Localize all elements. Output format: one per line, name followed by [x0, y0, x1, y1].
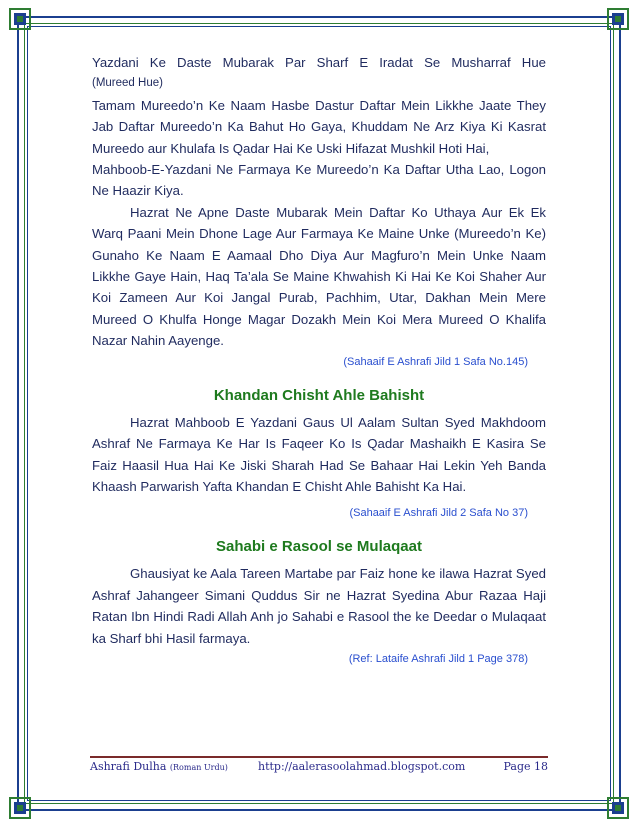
reference-3: (Ref: Lataife Ashrafi Jild 1 Page 378): [348, 652, 528, 665]
footer-url: http://aalerasoolahmad.blogspot.com: [258, 760, 466, 773]
paragraph-mureedon-ke-naam: Tamam Mureedo’n Ke Naam Hasbe Dastur Daftar Mein Likkhe Jaate They Jab Daftar Mureedo’n Ka Bahut Ho Gaya, Khuddam Ne Arz Kiya Ki Kasrat Mureedo aur Khulafa Is Qadar Hai Ke Uski Hifazat Mushkil Hoti Hai,: [92, 97, 546, 156]
footer-subtitle: (Roman Urdu): [169, 763, 228, 772]
footer-book-title: [90, 760, 228, 773]
footer-divider: [90, 756, 548, 758]
section-heading-khandan-chisht: Khandan Chisht Ahle Bahisht: [213, 386, 425, 404]
section-heading-sahabi-e-rasool: Sahabi e Rasool se Mulaqaat: [216, 538, 422, 556]
corner-ornament-bottom-right: [607, 797, 629, 819]
footer-title-text: Ashrafi Dulha: [90, 760, 167, 773]
page-footer: [90, 760, 548, 778]
page-content: [92, 52, 546, 669]
paragraph-intro-line: Yazdani Ke Daste Mubarak Par Sharf E Iradat Se Musharraf Hue: [92, 55, 546, 70]
reference-2: (Sahaaif E Ashrafi Jild 2 Safa No 37): [349, 507, 528, 520]
reference-1: (Sahaaif E Ashrafi Jild 1 Safa No.145): [343, 355, 528, 368]
paragraph-mureed-hue: (Mureed Hue): [92, 77, 163, 90]
paragraph-mahboob-farmaya: Mahboob-E-Yazdani Ne Farmaya Ke Mureedo’n Ka Daftar Utha Lao, Logon Ne Haazir Kiya.: [92, 162, 546, 199]
paragraph-daftar-uthaya: Hazrat Ne Apne Daste Mubarak Mein Daftar Ko Uthaya Aur Ek Ek Warq Paani Mein Dhone Lage Aur Farmaya Ke Maine Unke (Mureedo’n Ke) Gunaho Ke Naam E Aamaal Dho Diya Aur Magfuro’n Mein Unke Naam Likkhe Gaye Hain, Haq Ta’ala Se Maine Khwahish Ki Hai Ke Koi Shaher Aur Koi Zameen Aur Koi Jangal Purab, Pachhim, Utar, Dakhan Mein Mere Mureed O Khulfa Honge Magar Dozakh Mein Koi Mera Mureed O Khalifa Nazar Nahin Aayenge.: [92, 204, 546, 349]
paragraph-khandan-chisht: Hazrat Mahboob E Yazdani Gaus Ul Aalam Sultan Syed Makhdoom Ashraf Ne Farmaya Ke Har Is Faqeer Ko Is Qadar Mashaikh E Kasira Se Faiz Haasil Hua Hai Ke Jiski Sharah Had Se Bahaar Hai Lekin Yeh Banda Khaash Parwarish Yafta Khandan E Chisht Ahle Bahisht Ka Hai.: [92, 414, 546, 494]
footer-page-number: Page 18: [503, 760, 548, 773]
corner-ornament-top-left: [9, 8, 31, 30]
corner-ornament-top-right: [607, 8, 629, 30]
corner-ornament-bottom-left: [9, 797, 31, 819]
paragraph-sahabi-e-rasool: Ghausiyat ke Aala Tareen Martabe par Faiz hone ke ilawa Hazrat Syed Ashraf Jahangeer Simani Quddus Sir ne Hazrat Syedina Abur Razaa Haji Ratan Ibn Hindi Radi Allah Anh jo Sahabi e Rasool the ke Deedar o Mulaqaat ka Sharf bhi Hasil farmaya.: [92, 566, 546, 646]
